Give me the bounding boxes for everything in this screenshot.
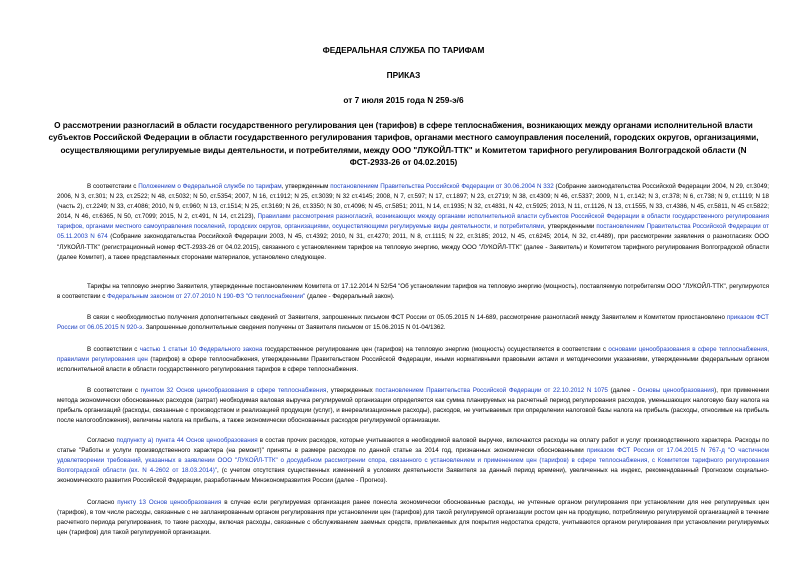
link-clause-44[interactable]: подпункту а) пункта 44 Основ ценообразования [116,437,258,444]
document-date-number: от 7 июля 2015 года N 259-э/6 [343,95,464,105]
link-federal-law-190[interactable]: Федеральным законом от 27.07.2010 N 190-ФЗ "О теплоснабжении" [107,293,306,301]
link-gov-decree-1075[interactable]: постановлением Правительства Российской Федерации от 22.10.2012 N 1075 [375,387,608,394]
link-disagreement-rules[interactable]: Правилами рассмотрения разногласий, возникающих между органами исполнительной власти субъектов Российской Федерации в области государственного регулирования тарифов, органами местного самоуправления поселений, городских округов, организациями, осуществляющими регулируемые виды деятельности, и потребителями [57,213,769,231]
paragraph-1: В соответствии с Положением о Федеральной службе по тарифам, утвержденным постановлением Правительства Российской Федерации от 30.06.2004 N 332 (Собрание законодательства Российской Федерации 2004, N 29, ст.3049; 2006, N 3, ст.301; N 23, ст.2522; N 48, ст.5032; N 50, ст.5354; 2007, N 16, ст.1912; N 25, ст.3039; N 32 ст.4145; 2008, N 7, ст.597; N 17, ст.1897; N 23, ст.2719; N 38, ст.4309; N 46, ст.5337; 2009, N 1, ст.142; N 3, ст.378; N 6, ст.738; N 9, ст.1119; N 18 (часть 2), ст.2249; N 33, ст.4086; 2010, N 9, ст.960; N 13, ст.1514; N 25, ст.3169; N 26, ст.3350; N 30, ст.4096; N 45, ст.5851; 2011, N 14, ст.1935; N 32, ст.4831, N 42, ст.5925; 2013, N 11, ст.1126, N 13, ст.1555, N 33, ст.4386, N 45, ст.5811, N 45 ст.5822; 2014, N 46, ст.6365, N 50, ст.7099; 2015, N 2, ст.491, N 14, ст.2123), Правилами рассмотрения разногласий, возникающих между органами исполнительной власти субъектов Российской Федерации в области государственного регулирования тарифов, органами местного самоуправления поселений, городских округов, организациями, осуществляющими регулируемые виды деятельности, и потребителями, утвержденными постановлением Правительства Российской Федерации от 05.11.2003 N 674 (Собрание законодательства Российской Федерации 2003, N 45, ст.4392; 2010, N 31, ст.4270; 2011, N 8, ст.1115; N 22, ст.3185; 2012, N 45, ст.6245; 2014, N 32, ст.4489), при рассмотрении заявления о разногласиях ООО "ЛУКОЙЛ-ТТК" (регистрационный номер ФСТ-2933-26 от 04.02.2015), связанного с установлением тарифов на тепловую энергию, между ООО "ЛУКОЙЛ-ТТК" (далее - Заявитель) и Комитетом тарифного регулирования Волгоградской области (далее Комитет), а также представленных сторонами материалов, установлено следующее. [57,183,770,261]
paragraph-7: Согласно пункту 13 Основ ценообразования в случае если регулируемая организация ранее понесла экономически обоснованные расходы, не учтенные органом регулирования при установлении для нее регулируемых цен (тарифов), в том числе расходы, связанные с не запланированным органом регулирования при установлении цен (тарифов) для такой регулируемой организации ростом цен на продукцию, потребляемую регулируемой организацией в течение расчетного периода регулирования, то такие расходы, включая расходы, связанные с обслуживанием заемных средств, привлекаемых для покрытия недостатка средств, учитываются органом регулирования при установлении регулируемых цен (тарифов) для такой регулируемой организации. [57,499,769,537]
link-order-920[interactable]: приказом ФСТ России от 06.05.2015 N 920-э [57,314,769,332]
link-pricing-basics[interactable]: основами ценообразования в сфере теплоснабжения, правилами регулирования цен [57,346,769,364]
paragraph-5: В соответствии с пунктом 32 Основ ценообразования в сфере теплоснабжения, утвержденных постановлением Правительства Российской Федерации от 22.10.2012 N 1075 (далее - Основы ценообразования), при применении метода экономически обоснованных расходов (затрат) необходимая валовая выручка регулируемой организации определяется как сумма планируемых на расчетный период регулирования расходов, уменьшающих налоговую базу налога на прибыль организаций (расходы, связанные с производством и реализацией продукции (услуг), и внереализационные расходы), расходов, не учитываемых при определении налоговой базы налога на прибыль (расходы, относимые на прибыль после налогообложения), величины налога на прибыль, а также экономически обоснованных расходов регулируемой организации. [57,387,769,425]
link-fst-regulation[interactable]: Положением о Федеральной службе по тарифам [138,183,282,190]
agency-heading: ФЕДЕРАЛЬНАЯ СЛУЖБА ПО ТАРИФАМ [322,45,485,55]
paragraph-4: В соответствии с частью 1 статьи 10 Федерального закона государственное регулирование цен (тарифов) на тепловую энергию (мощность) осуществляется в соответствии с основами ценообразования в сфере теплоснабжения, правилами регулирования цен (тарифов) в сфере теплоснабжения, утвержденными Правительством Российской Федерации, иными нормативными правовыми актами и методическими указаниями, утвержденными федеральным органом исполнительной власти в области государственного регулирования тарифов в сфере теплоснабжения. [57,346,769,374]
paragraph-6: Согласно подпункту а) пункта 44 Основ ценообразования в состав прочих расходов, которые учитываются в необходимой валовой выручке, включаются расходы на оплату работ и услуг производственного характера. Расходы по статье "Работы и услуги производственного характера (на ремонт)" приняты в размере расходов по данной статье за 2014 год, признанных экономически обоснованными приказом ФСТ России от 17.04.2015 N 767-д "О частичном удовлетворении требований, указанных в заявлении ООО "ЛУКОЙЛ-ТТК" о досудебном рассмотрении спора, связанного с установлением и применением цен (тарифов) в сфере теплоснабжения, с Комитетом тарифного регулирования Волгоградской области (вх. N 4-2602 от 18.03.2014)", (с учетом отсутствия существенных изменений в условиях деятельности Заявителя за данный период времени), увеличенных на индекс, рекомендованный Прогнозом социально-экономического развития Российской Федерации, разработанным Минэкономразвития России (далее - Прогноз). [57,437,769,485]
paragraph-3: В связи с необходимостью получения дополнительных сведений от Заявителя, запрошенных письмом ФСТ России от 05.05.2015 N 14-689, рассмотрение разногласий между Заявителем и Комитетом приостановлено приказом ФСТ России от 06.05.2015 N 920-э. Запрошенные дополнительные сведения получены от Заявителя письмом от 15.06.2015 N 01-04/1362. [57,314,769,332]
link-clause-13[interactable]: пункту 13 Основ ценообразования [117,499,222,506]
link-gov-decree-674[interactable]: постановлением Правительства Российской Федерации от 05.11.2003 N 674 [57,223,769,241]
link-gov-decree-332[interactable]: постановлением Правительства Российской Федерации от 30.06.2004 N 332 [330,183,554,190]
paragraph-2: Тарифы на тепловую энергию Заявителя, утвержденные постановлением Комитета от 17.12.2014 N 52/54 "Об установлении тарифов на тепловую энергию (мощность), поставляемую потребителям ООО "ЛУКОЙЛ-ТТК", регулируются в соответствии с Федеральным законом от 27.07.2010 N 190-ФЗ "О теплоснабжении" (далее - Федеральный закон). [57,283,769,301]
document-type: ПРИКАЗ [386,70,421,80]
link-pricing-basics-short[interactable]: Основы ценообразования [637,387,715,394]
link-article-10[interactable]: частью 1 статьи 10 Федерального закона [139,346,263,353]
link-clause-32[interactable]: пунктом 32 Основ ценообразования в сфере теплоснабжения [140,387,327,394]
link-order-767[interactable]: приказом ФСТ России от 17.04.2015 N 767-д "О частичном удовлетворении требований, указанных в заявлении ООО "ЛУКОЙЛ-ТТК" о досудебном рассмотрении спора, связанного с установлением и применением цен (тарифов) в сфере теплоснабжения, с Комитетом тарифного регулирования Волгоградской области (вх. N 4-2602 от 18.03.2014)" [57,447,769,475]
document-title: О рассмотрении разногласий в области государственного регулирования цен (тарифов) в сфере теплоснабжения, возникающих между органами исполнительной власти субъектов Российской Федерации в области государственного регулирования тарифов, органами местного самоуправления поселений, городских округов, организациями, осуществляющими регулируемые виды деятельности, и потребителями, между ООО "ЛУКОЙЛ-ТТК" и Комитетом тарифного регулирования Волгоградской области (N ФСТ-2933-26 от 04.02.2015) [48,121,759,168]
